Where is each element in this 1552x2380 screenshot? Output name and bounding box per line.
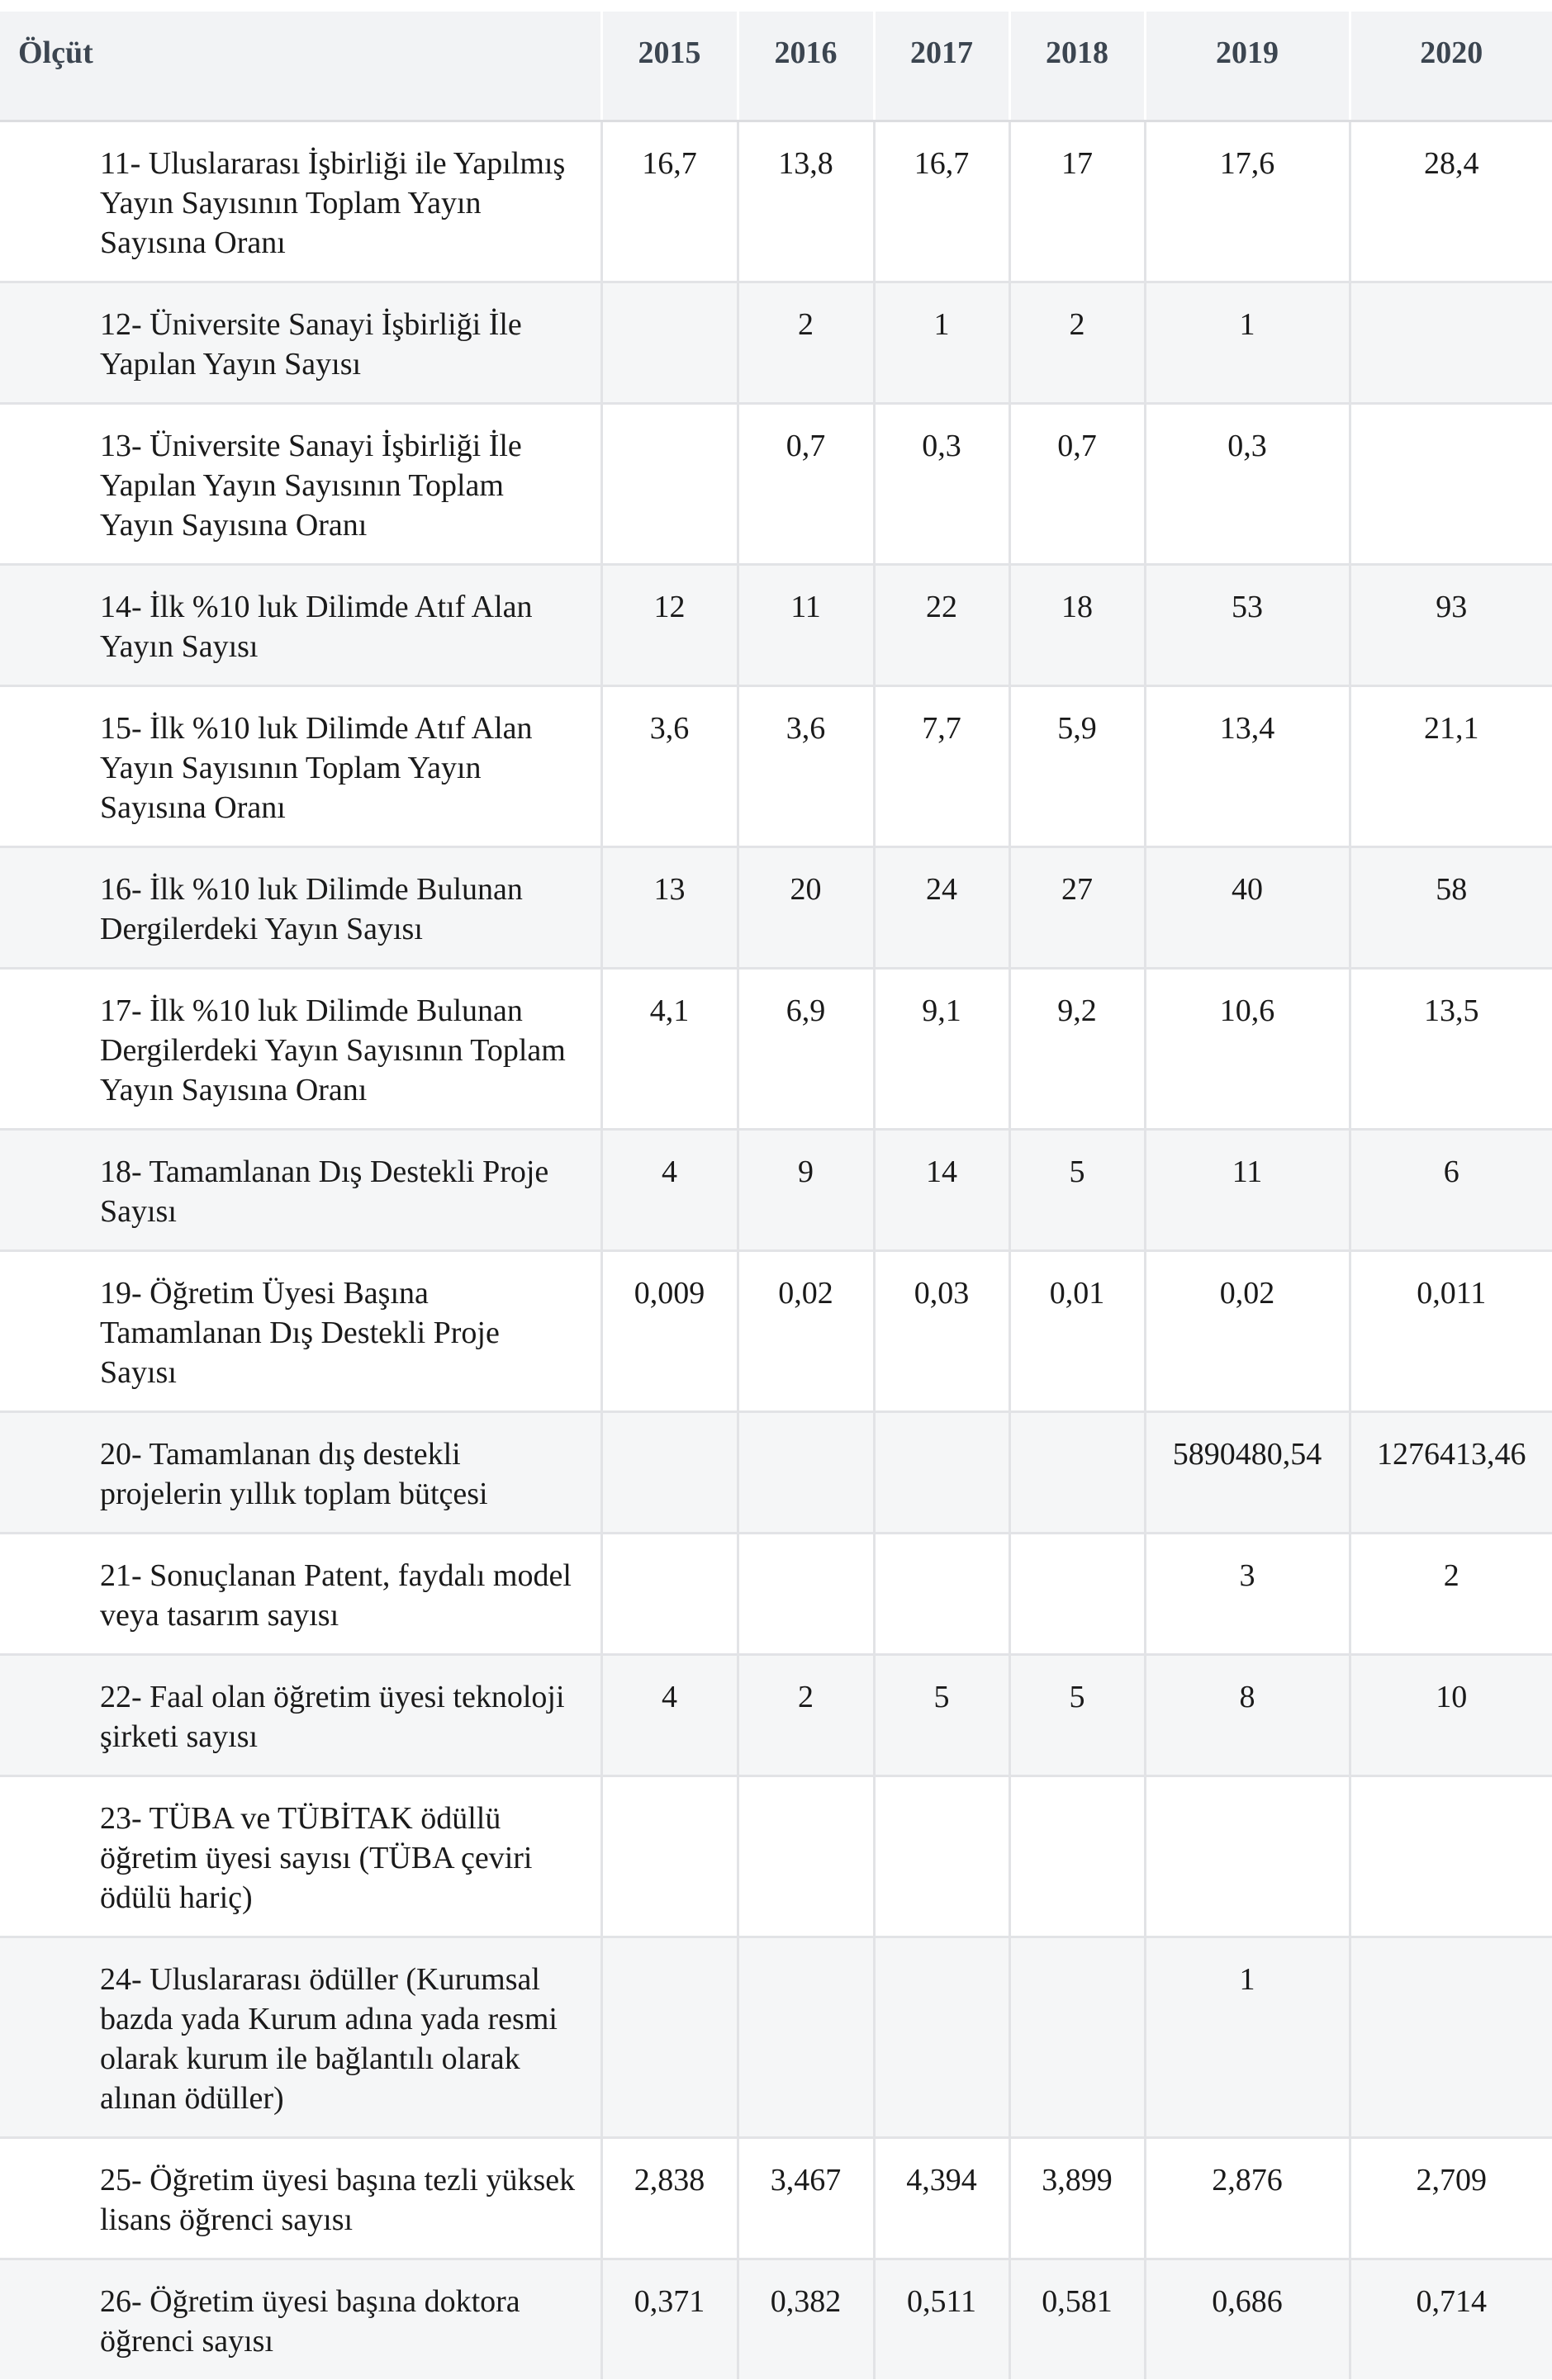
value-cell: 3,467 [738,2137,874,2259]
value-cell [1009,1411,1145,1533]
value-cell: 21,1 [1350,685,1552,846]
value-cell [601,282,738,403]
value-cell: 2,876 [1145,2137,1350,2259]
header-year: 2017 [874,12,1009,121]
row-label: 26- Öğretim üyesi başına doktora öğrenci sayısı [0,2259,601,2379]
value-cell: 9,2 [1009,968,1145,1129]
value-cell: 4,1 [601,968,738,1129]
value-cell: 2,709 [1350,2137,1552,2259]
table-row [0,1411,1552,1533]
value-cell: 0,7 [738,403,874,564]
value-cell: 4 [601,1129,738,1250]
table-body [0,121,1552,2379]
value-cell: 1 [874,282,1009,403]
value-cell: 3,6 [601,685,738,846]
row-label: 24- Uluslararası ödüller (Kurumsal bazda yada Kurum adına yada resmi olarak kurum ile bağlantılı olarak alınan ödüller) [0,1937,601,2137]
value-cell: 17 [1009,121,1145,282]
value-cell [601,1411,738,1533]
value-cell: 2 [738,282,874,403]
table-row [0,846,1552,968]
header-row [0,12,1552,121]
value-cell: 24 [874,846,1009,968]
value-cell: 53 [1145,564,1350,685]
value-cell [1350,282,1552,403]
row-label: 15- İlk %10 luk Dilimde Atıf Alan Yayın Sayısının Toplam Yayın Sayısına Oranı [0,685,601,846]
value-cell: 11 [738,564,874,685]
value-cell [874,1937,1009,2137]
value-cell: 0,01 [1009,1250,1145,1411]
header-year: 2020 [1350,12,1552,121]
table-row [0,1533,1552,1654]
value-cell: 13,8 [738,121,874,282]
value-cell: 10 [1350,1654,1552,1776]
value-cell: 18 [1009,564,1145,685]
value-cell: 9,1 [874,968,1009,1129]
value-cell: 8 [1145,1654,1350,1776]
value-cell [1009,1533,1145,1654]
value-cell: 0,02 [738,1250,874,1411]
metrics-table [0,12,1552,2379]
value-cell: 1 [1145,282,1350,403]
value-cell: 0,581 [1009,2259,1145,2379]
value-cell: 0,511 [874,2259,1009,2379]
value-cell: 16,7 [601,121,738,282]
value-cell: 0,382 [738,2259,874,2379]
value-cell [738,1937,874,2137]
table-row [0,403,1552,564]
value-cell: 11 [1145,1129,1350,1250]
value-cell: 3,899 [1009,2137,1145,2259]
value-cell: 58 [1350,846,1552,968]
header-year: 2015 [601,12,738,121]
value-cell [1350,403,1552,564]
value-cell [1145,1776,1350,1937]
value-cell [601,1533,738,1654]
value-cell: 5 [1009,1129,1145,1250]
value-cell: 20 [738,846,874,968]
value-cell: 0,3 [874,403,1009,564]
header-year: 2018 [1009,12,1145,121]
value-cell [601,1937,738,2137]
row-label: 14- İlk %10 luk Dilimde Atıf Alan Yayın Sayısı [0,564,601,685]
value-cell: 2 [738,1654,874,1776]
value-cell: 5,9 [1009,685,1145,846]
row-label: 20- Tamamlanan dış destekli projelerin yıllık toplam bütçesi [0,1411,601,1533]
value-cell [738,1533,874,1654]
table-row [0,1129,1552,1250]
value-cell: 40 [1145,846,1350,968]
page [0,12,1552,2379]
value-cell: 1 [1145,1937,1350,2137]
value-cell: 13 [601,846,738,968]
value-cell: 13,5 [1350,968,1552,1129]
value-cell: 93 [1350,564,1552,685]
value-cell [601,1776,738,1937]
table-row [0,1250,1552,1411]
value-cell [1350,1776,1552,1937]
value-cell [1009,1937,1145,2137]
table-row [0,282,1552,403]
value-cell [738,1776,874,1937]
value-cell: 27 [1009,846,1145,968]
table-header [0,12,1552,121]
row-label: 18- Tamamlanan Dış Destekli Proje Sayısı [0,1129,601,1250]
value-cell [874,1776,1009,1937]
table-row [0,1654,1552,1776]
table-row [0,2137,1552,2259]
value-cell: 3,6 [738,685,874,846]
value-cell: 0,3 [1145,403,1350,564]
value-cell: 1276413,46 [1350,1411,1552,1533]
value-cell: 4,394 [874,2137,1009,2259]
value-cell: 28,4 [1350,121,1552,282]
value-cell: 10,6 [1145,968,1350,1129]
value-cell: 13,4 [1145,685,1350,846]
value-cell: 0,371 [601,2259,738,2379]
row-label: 11- Uluslararası İşbirliği ile Yapılmış Yayın Sayısının Toplam Yayın Sayısına Oranı [0,121,601,282]
value-cell: 0,7 [1009,403,1145,564]
value-cell: 9 [738,1129,874,1250]
value-cell: 2 [1009,282,1145,403]
row-label: 19- Öğretim Üyesi Başına Tamamlanan Dış Destekli Proje Sayısı [0,1250,601,1411]
value-cell: 0,02 [1145,1250,1350,1411]
value-cell [874,1411,1009,1533]
table-row [0,564,1552,685]
value-cell: 14 [874,1129,1009,1250]
table-row [0,1937,1552,2137]
value-cell: 0,03 [874,1250,1009,1411]
value-cell: 0,011 [1350,1250,1552,1411]
value-cell: 5 [874,1654,1009,1776]
table-row [0,1776,1552,1937]
value-cell: 5890480,54 [1145,1411,1350,1533]
value-cell: 0,686 [1145,2259,1350,2379]
value-cell: 2 [1350,1533,1552,1654]
value-cell [874,1533,1009,1654]
row-label: 17- İlk %10 luk Dilimde Bulunan Dergilerdeki Yayın Sayısının Toplam Yayın Sayısına Oranı [0,968,601,1129]
value-cell: 6,9 [738,968,874,1129]
value-cell: 16,7 [874,121,1009,282]
table-row [0,968,1552,1129]
value-cell: 0,714 [1350,2259,1552,2379]
value-cell: 7,7 [874,685,1009,846]
table-row [0,121,1552,282]
table-row [0,685,1552,846]
value-cell: 5 [1009,1654,1145,1776]
value-cell [1009,1776,1145,1937]
value-cell: 3 [1145,1533,1350,1654]
header-criterion: Ölçüt [0,12,601,121]
value-cell: 4 [601,1654,738,1776]
value-cell [738,1411,874,1533]
row-label: 13- Üniversite Sanayi İşbirliği İle Yapılan Yayın Sayısının Toplam Yayın Sayısına Oranı [0,403,601,564]
table-row [0,2259,1552,2379]
row-label: 16- İlk %10 luk Dilimde Bulunan Dergilerdeki Yayın Sayısı [0,846,601,968]
row-label: 12- Üniversite Sanayi İşbirliği İle Yapılan Yayın Sayısı [0,282,601,403]
value-cell [601,403,738,564]
value-cell: 2,838 [601,2137,738,2259]
value-cell: 22 [874,564,1009,685]
header-year: 2019 [1145,12,1350,121]
value-cell: 12 [601,564,738,685]
value-cell: 6 [1350,1129,1552,1250]
row-label: 22- Faal olan öğretim üyesi teknoloji şirketi sayısı [0,1654,601,1776]
value-cell: 0,009 [601,1250,738,1411]
row-label: 21- Sonuçlanan Patent, faydalı model veya tasarım sayısı [0,1533,601,1654]
row-label: 25- Öğretim üyesi başına tezli yüksek lisans öğrenci sayısı [0,2137,601,2259]
value-cell: 17,6 [1145,121,1350,282]
row-label: 23- TÜBA ve TÜBİTAK ödüllü öğretim üyesi sayısı (TÜBA çeviri ödülü hariç) [0,1776,601,1937]
value-cell [1350,1937,1552,2137]
header-year: 2016 [738,12,874,121]
